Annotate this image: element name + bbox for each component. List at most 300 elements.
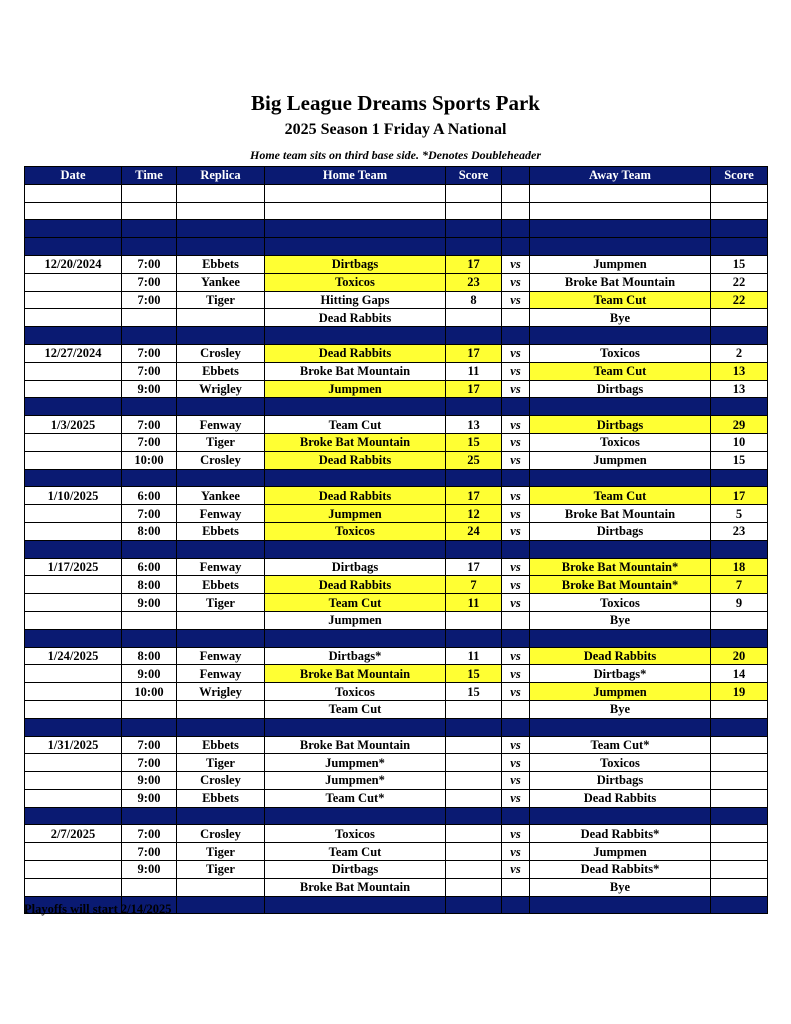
home-score — [446, 825, 502, 843]
separator-cell — [177, 238, 265, 256]
away-team: Dead Rabbits* — [530, 861, 711, 879]
home-score: 13 — [446, 416, 502, 434]
game-time: 7:00 — [122, 433, 177, 451]
away-score — [711, 843, 768, 861]
week-separator-row — [25, 540, 768, 558]
separator-cell — [122, 629, 177, 647]
game-time — [122, 700, 177, 718]
home-score — [446, 843, 502, 861]
game-time: 7:00 — [122, 825, 177, 843]
separator-cell — [530, 238, 711, 256]
game-row — [25, 665, 768, 683]
away-team: Dirtbags — [530, 380, 711, 398]
separator-cell — [502, 398, 530, 416]
vs-label — [502, 611, 530, 629]
game-date — [25, 611, 122, 629]
game-date — [25, 291, 122, 309]
col-header-away-team: Away Team — [530, 167, 711, 185]
home-team: Team Cut — [265, 416, 446, 434]
away-score — [711, 789, 768, 807]
separator-cell — [502, 718, 530, 736]
vs-label: vs — [502, 683, 530, 701]
separator-cell — [446, 540, 502, 558]
separator-cell — [25, 327, 122, 345]
away-score: 14 — [711, 665, 768, 683]
separator-cell — [122, 327, 177, 345]
separator-cell — [502, 629, 530, 647]
separator-cell — [265, 540, 446, 558]
away-score — [711, 772, 768, 790]
game-time — [122, 611, 177, 629]
game-replica: Fenway — [177, 647, 265, 665]
game-replica: Tiger — [177, 291, 265, 309]
col-header-time: Time — [122, 167, 177, 185]
game-date — [25, 273, 122, 291]
game-date — [25, 789, 122, 807]
separator-cell — [265, 718, 446, 736]
vs-label: vs — [502, 362, 530, 380]
separator-cell — [446, 718, 502, 736]
home-score — [446, 754, 502, 772]
game-row — [25, 433, 768, 451]
away-team: Dirtbags — [530, 416, 711, 434]
game-time: 7:00 — [122, 291, 177, 309]
separator-cell — [122, 718, 177, 736]
game-date — [25, 576, 122, 594]
home-team: Team Cut — [265, 594, 446, 612]
separator-cell — [122, 398, 177, 416]
page-subtitle: 2025 Season 1 Friday A National — [284, 121, 507, 138]
game-time: 10:00 — [122, 683, 177, 701]
game-date — [25, 861, 122, 879]
vs-label: vs — [502, 843, 530, 861]
playoffs-footer: Playoffs will start 2/14/2025 — [24, 902, 172, 916]
game-time: 8:00 — [122, 522, 177, 540]
page-title: Big League Dreams Sports Park — [251, 91, 540, 115]
home-team: Jumpmen — [265, 380, 446, 398]
separator-cell — [25, 540, 122, 558]
game-time: 8:00 — [122, 647, 177, 665]
vs-label: vs — [502, 594, 530, 612]
game-row — [25, 451, 768, 469]
game-row — [25, 291, 768, 309]
blank-row — [25, 184, 768, 202]
game-time: 9:00 — [122, 665, 177, 683]
separator-cell — [446, 398, 502, 416]
home-score: 15 — [446, 665, 502, 683]
away-score: 15 — [711, 451, 768, 469]
separator-cell — [446, 469, 502, 487]
separator-cell — [122, 540, 177, 558]
away-team: Toxicos — [530, 344, 711, 362]
game-date — [25, 505, 122, 523]
separator-cell — [502, 896, 530, 914]
game-date — [25, 362, 122, 380]
schedule-table — [24, 166, 768, 914]
game-row — [25, 754, 768, 772]
blank-cell — [530, 202, 711, 220]
away-team: Team Cut* — [530, 736, 711, 754]
blank-cell — [502, 202, 530, 220]
separator-cell — [265, 896, 446, 914]
separator-cell — [711, 896, 768, 914]
away-team: Toxicos — [530, 754, 711, 772]
game-time: 7:00 — [122, 362, 177, 380]
vs-label: vs — [502, 451, 530, 469]
vs-label: vs — [502, 558, 530, 576]
away-score: 20 — [711, 647, 768, 665]
game-time: 9:00 — [122, 594, 177, 612]
game-time — [122, 309, 177, 327]
game-date — [25, 522, 122, 540]
game-date — [25, 665, 122, 683]
separator-cell — [446, 896, 502, 914]
game-replica: Tiger — [177, 754, 265, 772]
game-row — [25, 843, 768, 861]
home-score: 15 — [446, 683, 502, 701]
col-header-date: Date — [25, 167, 122, 185]
separator-cell — [177, 327, 265, 345]
blank-cell — [265, 184, 446, 202]
home-team: Jumpmen — [265, 505, 446, 523]
game-time: 7:00 — [122, 736, 177, 754]
away-team: Broke Bat Mountain* — [530, 558, 711, 576]
game-row — [25, 309, 768, 327]
game-row — [25, 273, 768, 291]
home-score: 17 — [446, 558, 502, 576]
away-score: 22 — [711, 273, 768, 291]
away-score — [711, 825, 768, 843]
separator-cell — [530, 220, 711, 238]
home-team: Broke Bat Mountain — [265, 433, 446, 451]
home-team: Broke Bat Mountain — [265, 736, 446, 754]
vs-label: vs — [502, 255, 530, 273]
separator-cell — [530, 896, 711, 914]
separator-cell — [25, 398, 122, 416]
home-score: 7 — [446, 576, 502, 594]
separator-cell — [177, 469, 265, 487]
game-row — [25, 416, 768, 434]
game-date: 12/20/2024 — [25, 255, 122, 273]
game-replica: Fenway — [177, 558, 265, 576]
home-score: 17 — [446, 380, 502, 398]
home-team: Toxicos — [265, 522, 446, 540]
game-time: 7:00 — [122, 505, 177, 523]
blank-cell — [711, 184, 768, 202]
away-score: 13 — [711, 380, 768, 398]
away-score: 22 — [711, 291, 768, 309]
game-replica — [177, 611, 265, 629]
home-score: 11 — [446, 594, 502, 612]
home-score: 11 — [446, 647, 502, 665]
away-team: Broke Bat Mountain — [530, 505, 711, 523]
game-time: 8:00 — [122, 576, 177, 594]
game-date — [25, 700, 122, 718]
game-replica: Crosley — [177, 451, 265, 469]
away-team: Team Cut — [530, 362, 711, 380]
away-team: Team Cut — [530, 291, 711, 309]
separator-cell — [502, 807, 530, 825]
home-team: Dead Rabbits — [265, 309, 446, 327]
blank-cell — [122, 184, 177, 202]
game-row — [25, 362, 768, 380]
week-separator-row — [25, 398, 768, 416]
separator-cell — [502, 238, 530, 256]
game-replica: Tiger — [177, 843, 265, 861]
separator-cell — [265, 629, 446, 647]
home-team: Hitting Gaps — [265, 291, 446, 309]
separator-cell — [711, 807, 768, 825]
vs-label: vs — [502, 344, 530, 362]
separator-cell — [265, 807, 446, 825]
vs-label: vs — [502, 380, 530, 398]
vs-label: vs — [502, 736, 530, 754]
separator-cell — [446, 327, 502, 345]
game-row — [25, 736, 768, 754]
col-header-replica: Replica — [177, 167, 265, 185]
home-team: Toxicos — [265, 683, 446, 701]
game-date: 2/7/2025 — [25, 825, 122, 843]
home-score: 12 — [446, 505, 502, 523]
blank-cell — [177, 184, 265, 202]
away-team: Dead Rabbits — [530, 789, 711, 807]
blank-cell — [502, 184, 530, 202]
away-team: Dirtbags — [530, 772, 711, 790]
separator-cell — [446, 629, 502, 647]
separator-cell — [711, 540, 768, 558]
vs-label: vs — [502, 647, 530, 665]
game-time: 9:00 — [122, 772, 177, 790]
game-date: 1/3/2025 — [25, 416, 122, 434]
home-team: Dirtbags* — [265, 647, 446, 665]
vs-label: vs — [502, 291, 530, 309]
blank-cell — [530, 184, 711, 202]
away-score: 13 — [711, 362, 768, 380]
game-row — [25, 594, 768, 612]
game-date — [25, 451, 122, 469]
game-date — [25, 754, 122, 772]
separator-cell — [446, 807, 502, 825]
away-score: 23 — [711, 522, 768, 540]
game-replica: Crosley — [177, 772, 265, 790]
home-team: Team Cut — [265, 700, 446, 718]
week-separator-row — [25, 220, 768, 238]
separator-cell — [122, 238, 177, 256]
separator-cell — [25, 807, 122, 825]
game-date — [25, 843, 122, 861]
separator-cell — [711, 718, 768, 736]
week-separator-row — [25, 807, 768, 825]
blank-cell — [25, 184, 122, 202]
game-replica: Yankee — [177, 487, 265, 505]
game-date: 1/10/2025 — [25, 487, 122, 505]
game-row — [25, 522, 768, 540]
away-team: Team Cut — [530, 487, 711, 505]
away-score — [711, 736, 768, 754]
separator-cell — [711, 238, 768, 256]
game-time: 10:00 — [122, 451, 177, 469]
separator-cell — [530, 540, 711, 558]
game-replica: Ebbets — [177, 362, 265, 380]
home-team: Team Cut — [265, 843, 446, 861]
separator-cell — [177, 807, 265, 825]
game-date: 1/31/2025 — [25, 736, 122, 754]
vs-label: vs — [502, 522, 530, 540]
home-team: Toxicos — [265, 825, 446, 843]
game-replica — [177, 878, 265, 896]
game-date: 1/24/2025 — [25, 647, 122, 665]
vs-label: vs — [502, 772, 530, 790]
separator-cell — [177, 220, 265, 238]
game-replica: Ebbets — [177, 736, 265, 754]
home-score: 17 — [446, 344, 502, 362]
home-team: Dirtbags — [265, 255, 446, 273]
separator-cell — [711, 629, 768, 647]
game-time: 7:00 — [122, 273, 177, 291]
separator-cell — [530, 469, 711, 487]
home-team: Dead Rabbits — [265, 576, 446, 594]
away-score: 9 — [711, 594, 768, 612]
separator-cell — [530, 629, 711, 647]
away-score: 18 — [711, 558, 768, 576]
game-replica: Tiger — [177, 861, 265, 879]
home-team: Dirtbags — [265, 861, 446, 879]
home-team: Dead Rabbits — [265, 451, 446, 469]
home-team: Team Cut* — [265, 789, 446, 807]
game-replica: Tiger — [177, 594, 265, 612]
home-team: Broke Bat Mountain — [265, 878, 446, 896]
game-row — [25, 825, 768, 843]
game-replica: Ebbets — [177, 255, 265, 273]
game-replica: Crosley — [177, 825, 265, 843]
game-row — [25, 861, 768, 879]
away-team: Dirtbags* — [530, 665, 711, 683]
game-time: 6:00 — [122, 487, 177, 505]
game-row — [25, 789, 768, 807]
blank-cell — [25, 202, 122, 220]
game-row — [25, 647, 768, 665]
separator-cell — [502, 469, 530, 487]
blank-row — [25, 202, 768, 220]
vs-label — [502, 878, 530, 896]
away-team: Bye — [530, 700, 711, 718]
game-row — [25, 878, 768, 896]
game-row — [25, 344, 768, 362]
away-team: Toxicos — [530, 433, 711, 451]
away-score: 7 — [711, 576, 768, 594]
vs-label: vs — [502, 754, 530, 772]
home-score — [446, 700, 502, 718]
away-team: Dead Rabbits — [530, 647, 711, 665]
home-score — [446, 611, 502, 629]
home-score: 11 — [446, 362, 502, 380]
game-time: 7:00 — [122, 843, 177, 861]
away-team: Jumpmen — [530, 683, 711, 701]
game-replica — [177, 700, 265, 718]
game-time: 7:00 — [122, 255, 177, 273]
separator-cell — [502, 540, 530, 558]
home-score — [446, 772, 502, 790]
game-time: 9:00 — [122, 380, 177, 398]
separator-cell — [25, 469, 122, 487]
game-date — [25, 683, 122, 701]
week-separator-row — [25, 629, 768, 647]
blank-cell — [265, 202, 446, 220]
home-score: 24 — [446, 522, 502, 540]
game-row — [25, 558, 768, 576]
away-team: Bye — [530, 309, 711, 327]
game-time: 7:00 — [122, 416, 177, 434]
home-team: Dead Rabbits — [265, 487, 446, 505]
game-time: 7:00 — [122, 344, 177, 362]
vs-label: vs — [502, 861, 530, 879]
vs-label: vs — [502, 416, 530, 434]
home-team: Broke Bat Mountain — [265, 362, 446, 380]
game-date — [25, 309, 122, 327]
separator-cell — [711, 327, 768, 345]
separator-cell — [265, 469, 446, 487]
separator-cell — [122, 469, 177, 487]
separator-cell — [265, 220, 446, 238]
separator-cell — [177, 629, 265, 647]
away-score — [711, 611, 768, 629]
home-score: 17 — [446, 255, 502, 273]
game-row — [25, 611, 768, 629]
table-header-row — [25, 167, 768, 185]
game-row — [25, 772, 768, 790]
vs-label: vs — [502, 487, 530, 505]
game-time: 9:00 — [122, 789, 177, 807]
game-time: 9:00 — [122, 861, 177, 879]
home-team: Dead Rabbits — [265, 344, 446, 362]
away-score — [711, 700, 768, 718]
away-team: Jumpmen — [530, 255, 711, 273]
separator-cell — [122, 220, 177, 238]
separator-cell — [25, 629, 122, 647]
separator-cell — [502, 220, 530, 238]
away-team: Dirtbags — [530, 522, 711, 540]
game-row — [25, 380, 768, 398]
separator-cell — [446, 238, 502, 256]
game-row — [25, 683, 768, 701]
away-score — [711, 861, 768, 879]
away-team: Jumpmen — [530, 843, 711, 861]
game-replica: Crosley — [177, 344, 265, 362]
col-header-vs — [502, 167, 530, 185]
schedule-note: Home team sits on third base side. *Denotes Doubleheader — [250, 148, 541, 162]
separator-cell — [25, 238, 122, 256]
away-team: Broke Bat Mountain* — [530, 576, 711, 594]
vs-label: vs — [502, 825, 530, 843]
home-team: Jumpmen — [265, 611, 446, 629]
game-row — [25, 505, 768, 523]
game-replica: Wrigley — [177, 380, 265, 398]
blank-cell — [177, 202, 265, 220]
game-row — [25, 576, 768, 594]
separator-cell — [177, 398, 265, 416]
separator-cell — [177, 540, 265, 558]
game-replica: Fenway — [177, 416, 265, 434]
game-date: 12/27/2024 — [25, 344, 122, 362]
game-row — [25, 487, 768, 505]
away-score: 5 — [711, 505, 768, 523]
vs-label — [502, 700, 530, 718]
vs-label: vs — [502, 665, 530, 683]
vs-label: vs — [502, 433, 530, 451]
away-team: Dead Rabbits* — [530, 825, 711, 843]
separator-cell — [711, 469, 768, 487]
away-score — [711, 309, 768, 327]
